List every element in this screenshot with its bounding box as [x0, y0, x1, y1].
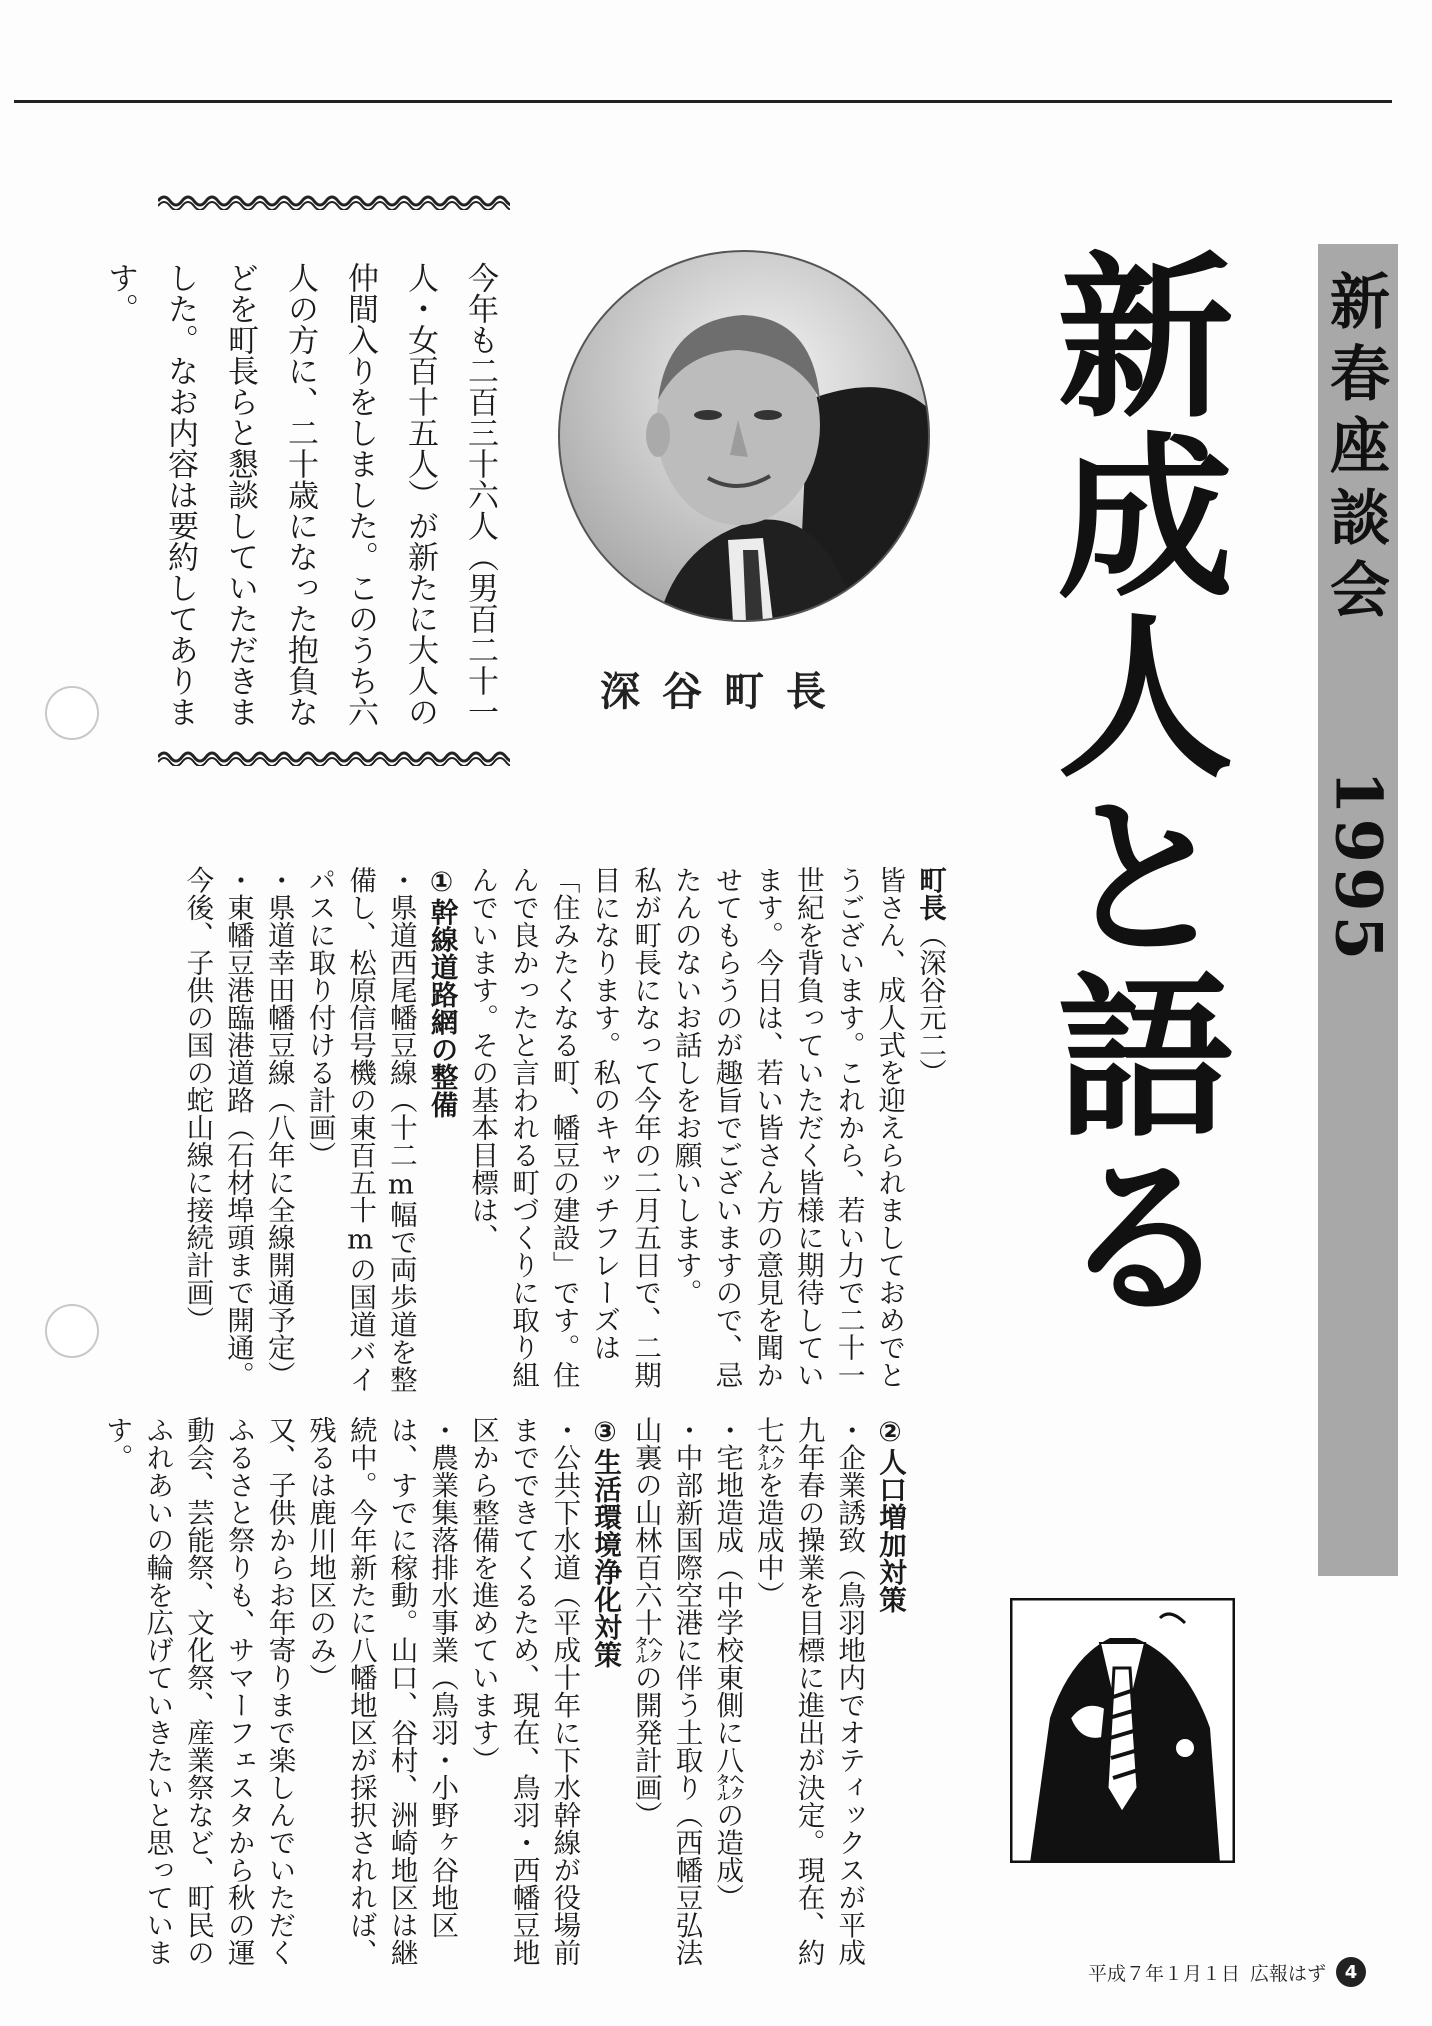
wave-border-top [158, 192, 510, 210]
article-body-upper [126, 866, 950, 1410]
intro-paragraph: 今年も二百三十六人（男百二十一人・女百十五人）が新たに大人の仲間入りをしました。このうち六人の方に、二十歳になった抱負などを町長らと懇談していただきました。なお内容は要約してあります。 [102, 262, 498, 727]
section3-item: ・農業集落排水事業（鳥羽・小野ヶ谷地区は、すでに稼動。山口、谷村、洲崎地区は継続中。今年新たに八幡地区が採択されれば、残るは鹿川地区のみ） [304, 1416, 459, 1966]
section2-heading: ②人口増加対策 [874, 1416, 906, 1613]
speaker-label: 町長 [914, 866, 946, 921]
section3-item: ・公共下水道（平成十年に下水幹線が役場前までできてくるため、現在、鳥羽・西幡豆地区から整備を進めています） [466, 1416, 581, 1966]
section2-item: ・宅地造成（中学校東側に八㌶の造成） [711, 1416, 744, 1911]
publication-name: 広報はず [1250, 1962, 1327, 1985]
greeting-paragraph: 皆さん、成人式を迎えられましておめでとうございます。これから、若い力で二十一世紀を背負っていただく皆様に期待しています。今日は、若い皆さん方の意見を聞かせてもらうのが趣旨でございますので、忌たんのないお話しをお願いします。 [669, 866, 906, 1389]
issue-date: 平成７年１月１日 [1088, 1962, 1241, 1985]
section3-heading: ③生活環境浄化対策 [589, 1416, 622, 1668]
portrait-caption: 深谷町長 [600, 669, 848, 715]
closing-paragraph: 又、子供からお年寄りまで楽しんでいただくふるさと祭りも、サマーフェスタから秋の運動会、芸能祭、文化祭、産業祭など、町民のふれあいの輪を広げていきたいと思っています。 [100, 1416, 296, 1966]
section1-item: ・県道西尾幡豆線（十二m幅で両歩道を整備し、松原信号機の東百五十mの国道バイパスに取り付ける計画） [303, 866, 417, 1393]
section1-item: ・東幡豆港臨港道路（石材埠頭まで開通。今後、子供の国の蛇山線に接続計画） [181, 866, 255, 1389]
suit-tie-illustration [1010, 1598, 1235, 1863]
page-number: 4 [1336, 1957, 1366, 1987]
section2-item: ・企業誘致（鳥羽地内でオティックスが平成九年春の操業を目標に進出が決定。現在、約七㌶を造成中） [751, 1416, 866, 1966]
section1-heading: ①幹線道路網の整備 [425, 866, 458, 1118]
top-rule [14, 100, 1392, 103]
mayor-portrait [558, 250, 930, 622]
mayor-paragraph: 私が町長になって今年の二月五日で、二期目になります。私のキャッチフレーズは「住みたくなる町、幡豆の建設」です。住んで良かったと言われる町づくりに取り組んでいます。その基本目標は、 [466, 866, 662, 1389]
section2-item: ・中部新国際空港に伴う土取り（西幡豆弘法山裏の山林百六十㌶の開発計画） [629, 1416, 703, 1966]
series-year: 1995 [1320, 770, 1396, 965]
section1-item: ・県道幸田幡豆線（八年に全線開通予定） [262, 866, 295, 1389]
wave-border-bottom [158, 748, 510, 766]
intro-box [102, 262, 510, 730]
article-body-lower [100, 1416, 910, 1974]
series-title: 新春座談会 [1320, 270, 1390, 630]
page-footer [1088, 1957, 1388, 1987]
speaker-note: （深谷元二） [914, 921, 946, 1086]
article-title: 新成人と語る [1028, 245, 1235, 1325]
binder-hole-lower [45, 1304, 99, 1358]
